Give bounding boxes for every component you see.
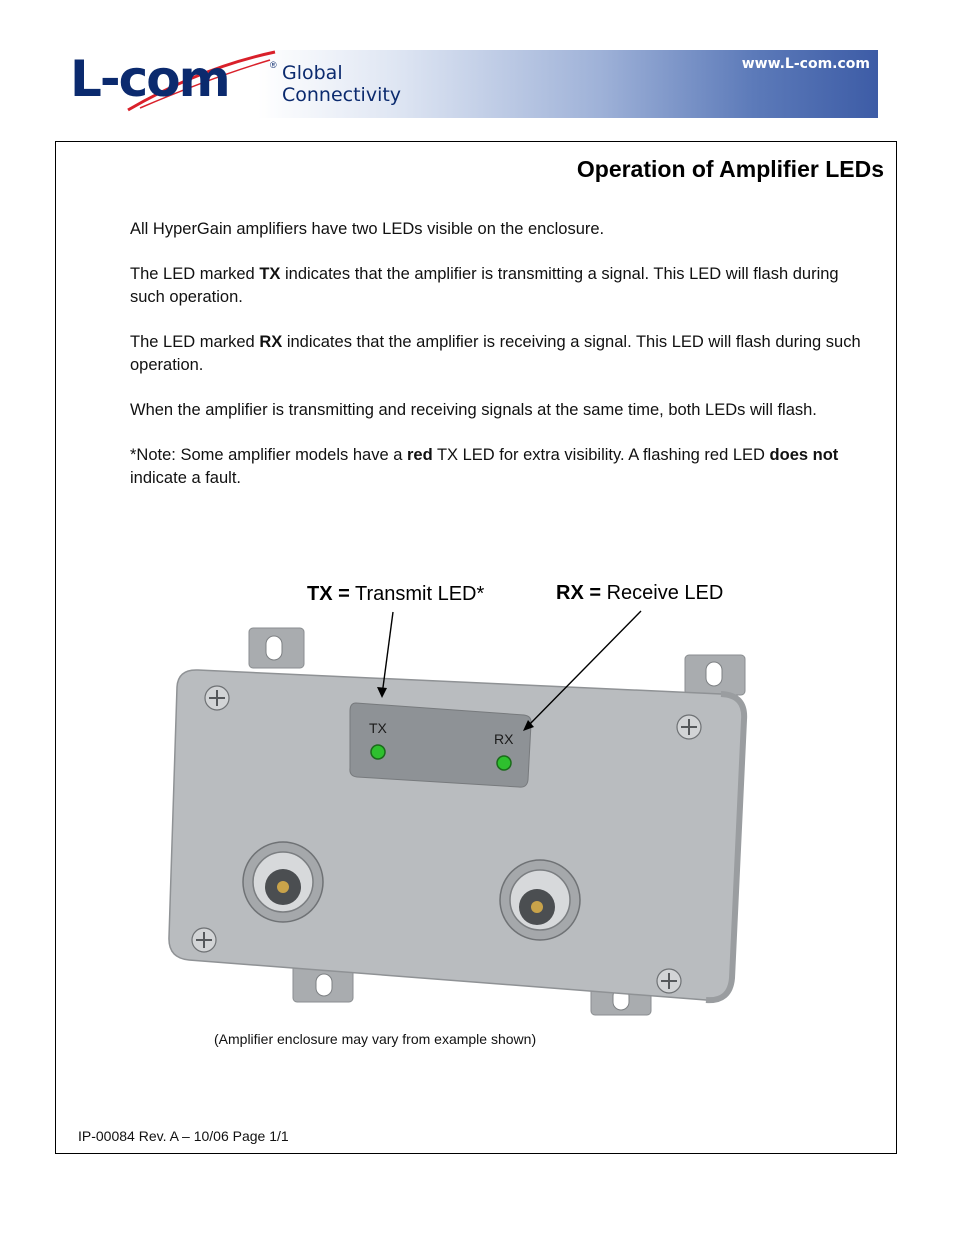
paragraph-text: indicates that the amplifier is receiving a signal. This LED will flash during such operation. <box>130 333 861 374</box>
logo-tagline <box>282 62 401 106</box>
tx-led-icon <box>371 745 385 759</box>
rx-callout-text: Receive LED <box>601 582 724 604</box>
paragraph-text: indicate a fault. <box>130 469 241 487</box>
emphasis-text: TX <box>259 265 281 283</box>
tx-connector-icon <box>243 842 323 922</box>
tx-callout-text: Transmit LED* <box>349 583 485 605</box>
paragraph-text: All HyperGain amplifiers have two LEDs visible on the enclosure. <box>130 220 605 238</box>
paragraph-text: The LED marked <box>130 333 260 351</box>
logo-tagline-line2: Connectivity <box>282 84 402 106</box>
emphasis-text: does not <box>769 446 839 464</box>
panel-rx-label: RX <box>494 731 514 747</box>
panel-tx-label: TX <box>369 720 387 736</box>
rx-callout-key: RX = <box>556 582 602 604</box>
page-title: Operation of Amplifier LEDs <box>576 156 884 182</box>
website-url[interactable]: www.L-com.com <box>741 56 870 72</box>
paragraph-text: TX LED for extra visibility. A flashing red LED <box>432 446 770 464</box>
tx-callout <box>307 583 484 606</box>
lcom-logo <box>70 48 415 118</box>
document-frame <box>55 141 897 1154</box>
tx-callout-key: TX = <box>307 583 350 605</box>
rx-connector-icon <box>500 860 580 940</box>
logo-registered-mark: ® <box>270 60 277 70</box>
rx-callout <box>556 582 723 605</box>
document-footer: IP-00084 Rev. A – 10/06 Page 1/1 <box>78 1128 289 1144</box>
paragraph-text: indicates that the amplifier is transmitting a signal. This LED will flash during such operation. <box>130 265 839 306</box>
emphasis-text: red <box>406 446 433 464</box>
rx-led-icon <box>497 756 511 770</box>
logo-wordmark: L-com <box>70 50 229 108</box>
paragraph-text: The LED marked <box>130 265 260 283</box>
emphasis-text: RX <box>259 333 283 351</box>
paragraph-text: *Note: Some amplifier models have a <box>130 446 407 464</box>
paragraph-text: When the amplifier is transmitting and receiving signals at the same time, both LEDs will flash. <box>130 401 817 419</box>
amplifier-figure <box>56 142 898 1155</box>
logo-tagline-line1: Global <box>282 62 343 84</box>
figure-caption: (Amplifier enclosure may vary from example shown) <box>214 1031 537 1047</box>
